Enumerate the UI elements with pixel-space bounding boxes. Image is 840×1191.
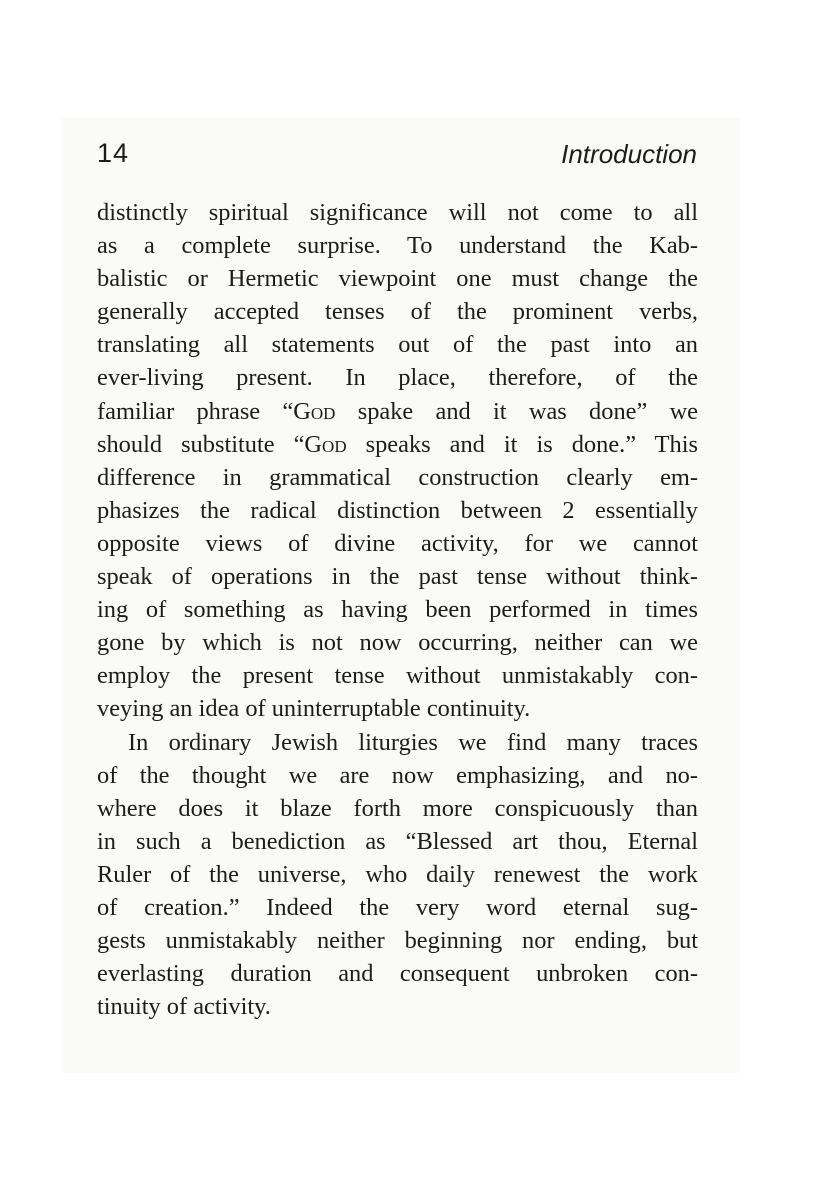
text-line: phasizes the radical distinction between 2 essentially: [97, 496, 698, 524]
text-line: of creation.” Indeed the very word eternal sug-: [97, 893, 698, 921]
running-title: Introduction: [561, 139, 697, 169]
text-fragment: spake and it was done” we: [335, 397, 699, 425]
text-line: of the thought we are now emphasizing, and no-: [97, 761, 698, 789]
body-text: [97, 196, 698, 1023]
text-fragment: familiar phrase “: [97, 397, 294, 425]
text-line: employ the present tense without unmistakably con-: [97, 662, 698, 690]
text-line: ing of something as having been performed in times: [97, 596, 698, 624]
text-line: ever-living present. In place, therefore, of the: [97, 364, 698, 392]
text-line: translating all statements out of the past into an: [97, 331, 698, 359]
text-line: distinctly spiritual significance will not come to all: [97, 199, 698, 226]
text-line: Ruler of the universe, who daily renewest the work: [97, 860, 698, 888]
text-line: opposite views of divine activity, for we cannot: [97, 529, 698, 557]
paragraph: [97, 726, 698, 1024]
text-fragment: speaks and it is done.” This: [346, 430, 699, 458]
text-line: tinuity of activity.: [97, 993, 271, 1021]
text-line: in such a benediction as “Blessed art thou, Eternal: [97, 827, 698, 855]
text-line: generally accepted tenses of the prominent verbs,: [97, 298, 698, 326]
page-number: 14: [97, 138, 130, 168]
running-head: [97, 138, 697, 178]
text-line: everlasting duration and consequent unbroken con-: [97, 960, 698, 988]
text-line: balistic or Hermetic viewpoint one must change the: [97, 265, 698, 293]
smallcaps-word: God: [304, 430, 347, 458]
paragraph: [97, 196, 698, 726]
text-line: difference in grammatical construction clearly em-: [97, 463, 698, 491]
text-line: speak of operations in the past tense without think-: [97, 563, 698, 591]
text-line: gests unmistakably neither beginning nor ending, but: [97, 927, 698, 955]
text-line: In ordinary Jewish liturgies we find many traces: [128, 728, 698, 756]
text-line: as a complete surprise. To understand the Kab-: [97, 232, 698, 260]
text-fragment: should substitute “: [97, 430, 305, 458]
text-line: [97, 428, 698, 461]
text-line: where does it blaze forth more conspicuously than: [97, 794, 698, 822]
text-line: gone by which is not now occurring, neither can we: [97, 629, 698, 657]
text-line: [97, 395, 698, 428]
text-line: veying an idea of uninterruptable continuity.: [97, 695, 531, 723]
smallcaps-word: God: [293, 397, 336, 425]
